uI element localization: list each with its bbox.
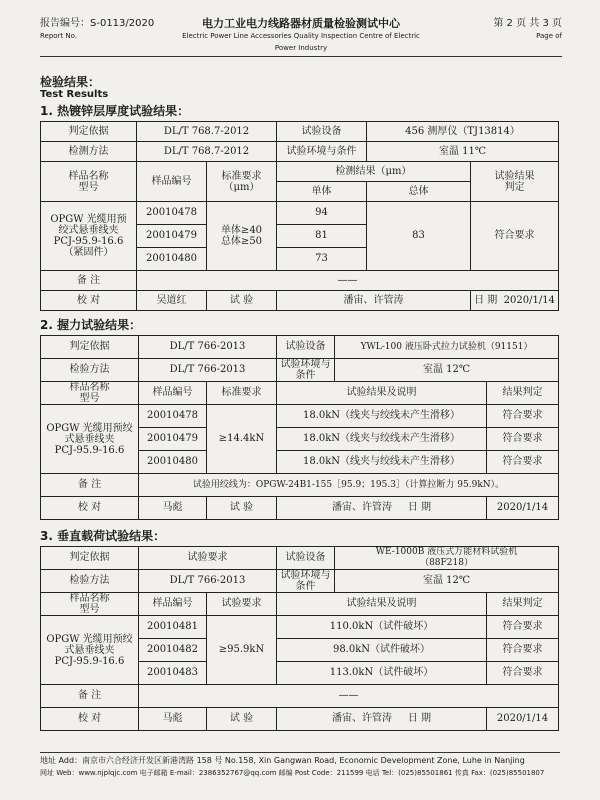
col-single: 单体 — [277, 182, 367, 202]
page-indicator: 第 2 页 共 3 页 — [493, 18, 562, 29]
remark-label: 备 注 — [41, 474, 139, 497]
test-label: 试 验 — [207, 497, 277, 520]
env-value: 室温 12℃ — [335, 570, 559, 593]
remark-label: 备 注 — [41, 271, 137, 291]
requirement: 单体≥40 总体≥50 — [207, 202, 277, 271]
col-result: 试验结果及说明 — [277, 382, 487, 405]
section2-title: 2. 握力试验结果： — [40, 318, 142, 332]
footer-address: 地址 Add：南京市六合经济开发区新港湾路 158 号 No.158, Xin Gangwan Road, Economic Development Zone, Luhe in Nanjing — [40, 756, 525, 765]
judgement: 符合要求 — [487, 616, 559, 639]
remark-value: —— — [139, 685, 559, 708]
page-header — [40, 18, 562, 57]
checker: 马彪 — [139, 708, 207, 731]
col-sample-no: 样品编号 — [139, 382, 207, 405]
center-name-en: Electric Power Line Accessories Quality Inspection Centre of Electric Power Industry — [182, 32, 420, 52]
col-total: 总体 — [367, 182, 471, 202]
col-result: 试验结果及说明 — [277, 593, 487, 616]
results-title: 检验结果： — [40, 75, 101, 89]
date-label: 日 期 — [407, 713, 432, 724]
test-label: 试 验 — [207, 291, 277, 311]
date-label: 日 期 — [407, 502, 432, 513]
testers: 潘宙、许管涛 — [331, 713, 392, 724]
result: 113.0kN（试件破坏） — [277, 662, 487, 685]
col-sample-no: 样品编号 — [139, 593, 207, 616]
test-label: 试 验 — [207, 708, 277, 731]
method-value: DL/T 768.7-2012 — [137, 142, 277, 162]
env-label: 试验环境与 条件 — [277, 359, 335, 382]
result: 110.0kN（试件破坏） — [277, 616, 487, 639]
judgement: 符合要求 — [471, 202, 559, 271]
judgement: 符合要求 — [487, 451, 559, 474]
result: 98.0kN（试件破坏） — [277, 639, 487, 662]
equip-value: YWL-100 液压卧式拉力试验机（91151） — [335, 336, 559, 359]
method-value: DL/T 766-2013 — [139, 570, 277, 593]
report-number: 报告编号：S-0113/2020 — [40, 18, 155, 29]
judgement: 符合要求 — [487, 639, 559, 662]
env-value: 室温 11℃ — [367, 142, 559, 162]
grip-test-table — [40, 335, 559, 520]
equip-label: 试验设备 — [277, 336, 335, 359]
col-judgement: 试验结果 判定 — [471, 162, 559, 202]
col-sample-name: 样品名称 型号 — [41, 162, 137, 202]
check-label: 校 对 — [41, 291, 137, 311]
sample-name: OPGW 光缆用预 绞式悬垂线夹 PCJ-95.9-16.6 （紧固件） — [41, 202, 137, 271]
basis-value: 试验要求 — [139, 547, 277, 570]
page-indicator-en: Page of — [536, 32, 562, 40]
zinc-coating-table — [40, 121, 559, 311]
section3-title: 3. 垂直载荷试验结果： — [40, 529, 166, 543]
env-label: 试验环境与 条件 — [277, 570, 335, 593]
sample-no: 20010481 — [139, 616, 207, 639]
basis-value: DL/T 768.7-2012 — [137, 122, 277, 142]
env-label: 试验环境与条件 — [277, 142, 367, 162]
testers-date — [277, 497, 487, 520]
method-label: 检测方法 — [41, 142, 137, 162]
requirement: ≥14.4kN — [207, 405, 277, 474]
checker: 吴道红 — [137, 291, 207, 311]
col-sample-no: 样品编号 — [137, 162, 207, 202]
sample-no: 20010479 — [139, 428, 207, 451]
testers: 潘宙、许管涛 — [277, 291, 471, 311]
basis-label: 判定依据 — [41, 547, 139, 570]
sample-no: 20010479 — [137, 225, 207, 248]
method-value: DL/T 766-2013 — [139, 359, 277, 382]
sample-name: OPGW 光缆用预绞 式悬垂线夹 PCJ-95.9-16.6 — [41, 405, 139, 474]
col-judgement: 结果判定 — [487, 382, 559, 405]
col-requirement: 标准要求 — [207, 382, 277, 405]
sample-no: 20010478 — [137, 202, 207, 225]
col-sample-name: 样品名称 型号 — [41, 593, 139, 616]
single-value: 81 — [277, 225, 367, 248]
sample-no: 20010480 — [139, 451, 207, 474]
basis-label: 判定依据 — [41, 122, 137, 142]
env-value: 室温 12℃ — [335, 359, 559, 382]
requirement: ≥95.9kN — [207, 616, 277, 685]
basis-value: DL/T 766-2013 — [139, 336, 277, 359]
single-value: 73 — [277, 248, 367, 271]
vertical-load-table — [40, 546, 559, 731]
date-value — [471, 291, 559, 311]
single-value: 94 — [277, 202, 367, 225]
total-value: 83 — [367, 202, 471, 271]
testers-date — [277, 708, 487, 731]
testers: 潘宙、许管涛 — [331, 502, 392, 513]
basis-label: 判定依据 — [41, 336, 139, 359]
footer-contact: 网址 Web：www.njplqjc.com 电子邮箱 E-mail：2386352767@qq.com 邮编 Post Code：211599 电话 Tel：(025)85501861 传真 Fax：(025)85501807 — [40, 769, 545, 777]
date-label: 日 期 — [474, 294, 498, 306]
judgement: 符合要求 — [487, 405, 559, 428]
checker: 马彪 — [139, 497, 207, 520]
equip-label: 试验设备 — [277, 122, 367, 142]
date: 2020/1/14 — [503, 294, 555, 306]
method-label: 检验方法 — [41, 570, 139, 593]
col-requirement: 试验要求 — [207, 593, 277, 616]
sample-no: 20010478 — [139, 405, 207, 428]
check-label: 校 对 — [41, 708, 139, 731]
page-footer — [40, 752, 560, 779]
col-requirement: 标准要求 （μm） — [207, 162, 277, 202]
report-number-en: Report No. — [40, 32, 78, 40]
col-result: 检测结果（μm） — [277, 162, 471, 182]
equip-label: 试验设备 — [277, 547, 335, 570]
result: 18.0kN（线夹与绞线未产生滑移） — [277, 405, 487, 428]
date: 2020/1/14 — [487, 497, 559, 520]
sample-no: 20010483 — [139, 662, 207, 685]
equip-value: WE-1000B 液压式万能材料试验机 （88F218） — [335, 547, 559, 570]
center-name: 电力工业电力线路器材质量检验测试中心 — [202, 17, 400, 30]
remark-value: 试验用绞线为：OPGW-24B1-155［95.9；195.3］（计算拉断力 95.9kN）。 — [139, 474, 559, 497]
col-judgement: 结果判定 — [487, 593, 559, 616]
check-label: 校 对 — [41, 497, 139, 520]
equip-value: 456 测厚仪（TJ13814） — [367, 122, 559, 142]
col-sample-name: 样品名称 型号 — [41, 382, 139, 405]
method-label: 检验方法 — [41, 359, 139, 382]
remark-value: —— — [137, 271, 559, 291]
result: 18.0kN（线夹与绞线未产生滑移） — [277, 428, 487, 451]
judgement: 符合要求 — [487, 428, 559, 451]
result: 18.0kN（线夹与绞线未产生滑移） — [277, 451, 487, 474]
section1-title: 1. 热镀锌层厚度试验结果： — [40, 104, 190, 118]
results-title-en: Test Results — [40, 89, 109, 100]
judgement: 符合要求 — [487, 662, 559, 685]
remark-label: 备 注 — [41, 685, 139, 708]
sample-no: 20010480 — [137, 248, 207, 271]
date: 2020/1/14 — [487, 708, 559, 731]
sample-no: 20010482 — [139, 639, 207, 662]
sample-name: OPGW 光缆用预绞 式悬垂线夹 PCJ-95.9-16.6 — [41, 616, 139, 685]
